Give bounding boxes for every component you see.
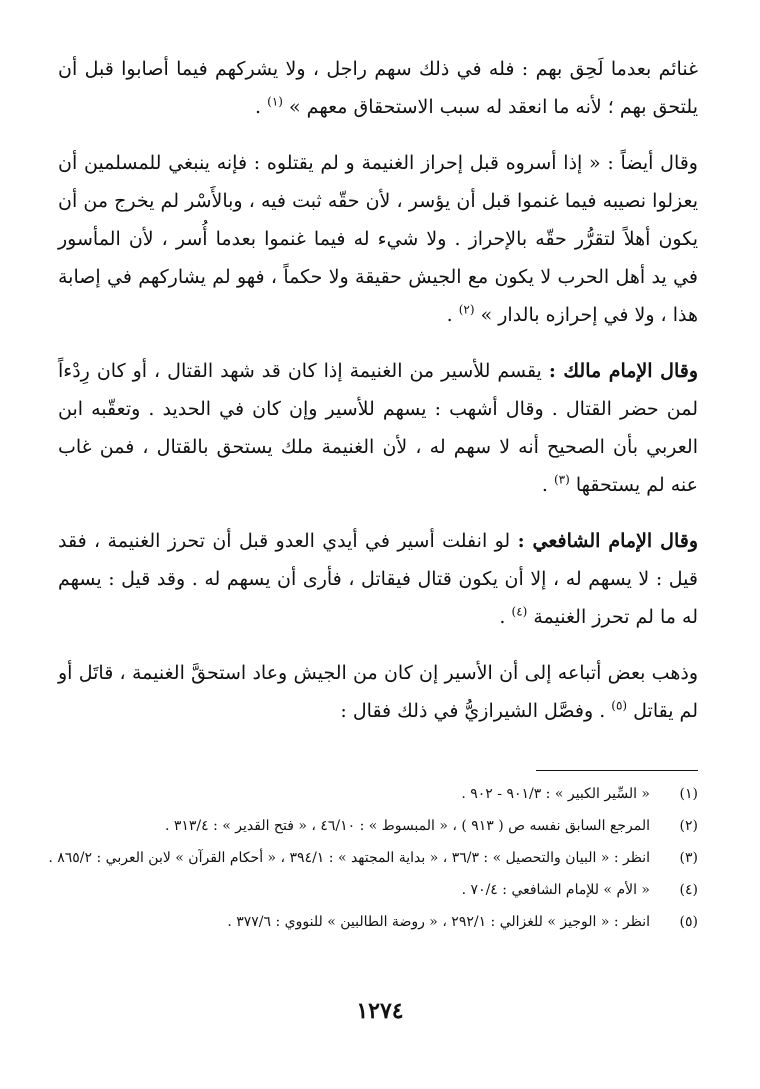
footnote-number: (٢) <box>679 818 698 834</box>
paragraph-text: يقسم للأسير من الغنيمة إذا كان قد شهد القتال ، أو كان رِدْءاً لمن حضر القتال . وقال أشهب : يسهم للأسير وإن كان في الحديد . وتعقّبه ابن العربي بأن الصحيح أنه لا سهم له ، لأن الغنيمة ملك يستحق بالقتال ، فمن غاب عنه لم يستحقها <box>58 360 698 496</box>
footnote-ref[interactable]: (٥) <box>611 698 628 713</box>
paragraph <box>58 654 698 730</box>
paragraph-end: . <box>499 606 512 628</box>
footnote <box>58 786 698 818</box>
paragraph-text: وذهب بعض أتباعه إلى أن الأسير إن كان من الجيش وعاد استحقَّ الغنيمة ، قاتَل أو لم يقاتل <box>58 662 698 722</box>
footnote-number: (٤) <box>679 882 698 898</box>
page-number: ١٢٧٤ <box>356 998 404 1024</box>
footnote-text: انظر : « الوجيز » للغزالي : ٢٩٢/١ ، « روضة الطالبين » للنووي : ٣٧٧/٦ . <box>227 914 650 930</box>
footnotes <box>48 786 698 946</box>
footnote-ref[interactable]: (٢) <box>458 302 475 317</box>
paragraph-end: . وفصَّل الشيرازيُّ في ذلك فقال : <box>340 700 612 722</box>
paragraph-text: وقال أيضاً : « إذا أسروه قبل إحراز الغنيمة و لم يقتلوه : فإنه ينبغي للمسلمين أن يعزلوا نصيبه فيما غنموا قبل أن يؤسر ، لأن حقّه ثبت فيه ، وبالأَسْر لم يخرج من أن يكون أهلاً لتقرُّر حقّه بالإحراز . ولا شيء له فيما غنموا بعدما أُسر ، لأن المأسور في يد أهل الحرب لا يكون مع الجيش حقيقة ولا حكماً ، فهو لم يشاركهم في إصابة هذا ، ولا في إحرازه بالدار » <box>58 152 698 326</box>
paragraph <box>58 522 698 636</box>
paragraph <box>58 144 698 334</box>
paragraph-lead: وقال الإمام الشافعي : <box>517 530 699 552</box>
footnote-text: « الأم » للإمام الشافعي : ٧٠/٤ . <box>461 882 650 898</box>
paragraph <box>58 50 698 126</box>
footnote <box>58 882 698 914</box>
footnote-text: « السِّير الكبير » : ٩٠١/٣ - ٩٠٢ . <box>461 786 650 802</box>
footnote-text: انظر : « البيان والتحصيل » : ٣٦/٣ ، « بداية المجتهد » : ٣٩٤/١ ، « أحكام القرآن » لابن العربي : ٨٦٥/٢ . <box>48 850 650 866</box>
paragraph-text: لو انفلت أسير في أيدي العدو قبل أن تحرز الغنيمة ، فقد قيل : لا يسهم له ، إلا أن يكون قتال فيقاتل ، فأرى أن يسهم له . وقد قيل : يسهم له ما لم تحرز الغنيمة <box>58 530 698 628</box>
paragraph-end: . <box>255 96 268 118</box>
paragraph-end: . <box>446 304 459 326</box>
footnote-number: (٣) <box>679 850 698 866</box>
footnote-ref[interactable]: (٣) <box>553 472 570 487</box>
footnote <box>48 850 698 882</box>
footnote <box>58 818 698 850</box>
footnote <box>58 914 698 946</box>
footnote-divider <box>536 770 698 771</box>
footnote-text: المرجع السابق نفسه ص ( ٩١٣ ) ، « المبسوط » : ٤٦/١٠ ، « فتح القدير » : ٣١٣/٤ . <box>164 818 650 834</box>
footnote-ref[interactable]: (٤) <box>511 604 528 619</box>
paragraph-lead: وقال الإمام مالك : <box>548 360 698 382</box>
footnote-number: (١) <box>679 786 698 802</box>
footnote-ref[interactable]: (١) <box>267 94 283 109</box>
paragraph <box>58 352 698 504</box>
paragraph-end: . <box>541 474 554 496</box>
footnote-number: (٥) <box>679 914 698 930</box>
paragraph-text: غنائم بعدما لَحِق بهم : فله في ذلك سهم راجل ، ولا يشركهم فيما أصابوا قبل أن يلتحق بهم ؛ لأنه ما انعقد له سبب الاستحقاق معهم » <box>58 58 698 118</box>
main-text <box>58 50 698 748</box>
